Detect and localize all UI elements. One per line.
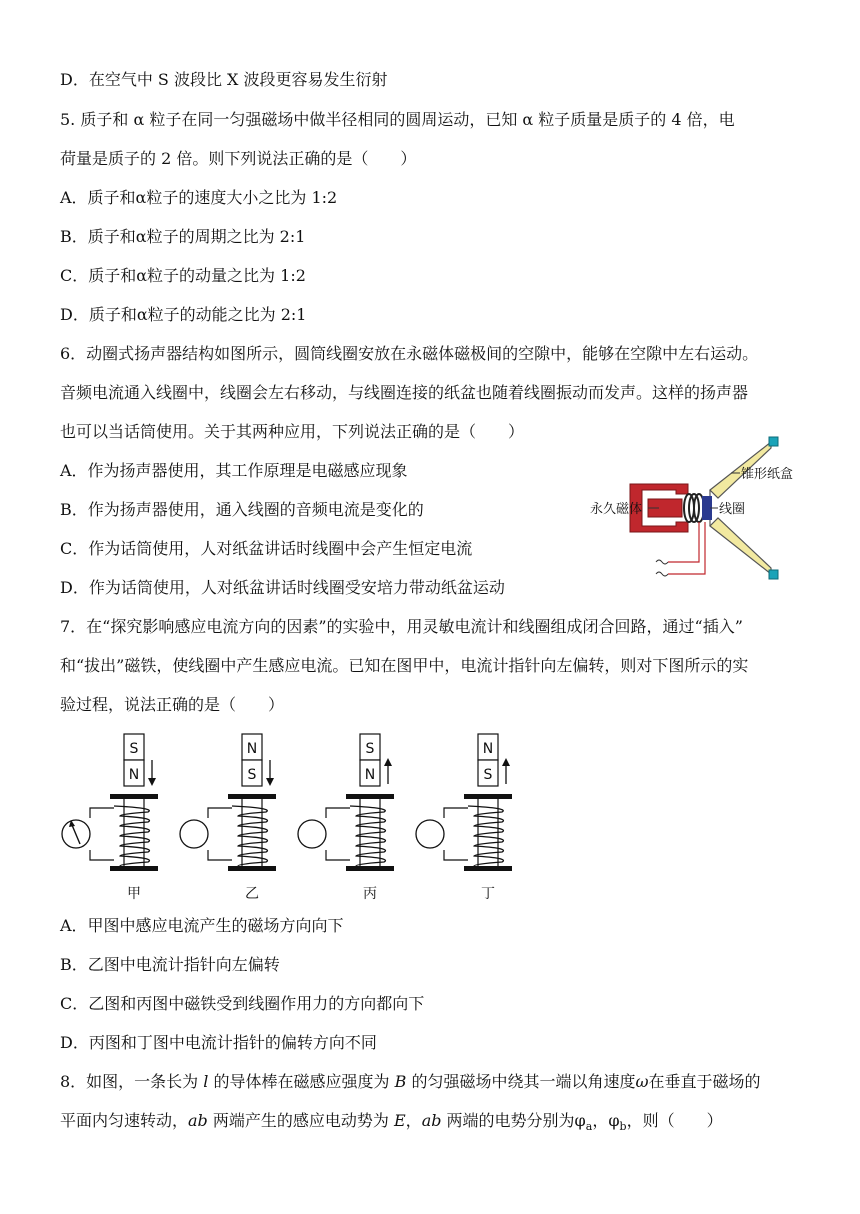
- panel-label: 乙: [245, 886, 259, 902]
- q8-var-l: l: [203, 1072, 209, 1091]
- coil-bottom-plate: [110, 866, 158, 871]
- q5-stem-line2: 荷量是质子的 2 倍。则下列说法正确的是（ ）: [60, 149, 417, 168]
- q8-text: ，φ: [592, 1111, 620, 1130]
- q8-stem-line1: [60, 1071, 761, 1093]
- coil-experiment-diagram: [60, 728, 540, 904]
- q5-option-b: B．质子和α粒子的周期之比为 2:1: [60, 227, 306, 246]
- coil-panel-2: [180, 734, 276, 902]
- coil-top-plate: [346, 794, 394, 799]
- label-magnet: 永久磁体: [590, 502, 643, 517]
- q8-text: 两端的电势分别为φ: [441, 1111, 586, 1130]
- q5-stem-line1: 5. 质子和 α 粒子在同一匀强磁场中做半径相同的圆周运动，已知 α 粒子质量是质子的 4 倍，电: [60, 110, 735, 129]
- magnet-pole-bottom: N: [128, 767, 140, 783]
- q8-var-ab: ab: [421, 1111, 442, 1130]
- arrow-down-icon: [266, 778, 274, 786]
- q6-stem-line2: 音频电流通入线圈中，线圈会左右移动，与线圈连接的纸盆也随着线圈振动而发声。这样的扬声器: [60, 383, 749, 402]
- q8-text: 的匀强磁场中绕其一端以角速度: [406, 1072, 636, 1091]
- q6-option-d: D．作为话筒使用，人对纸盆讲话时线圈受安培力带动纸盆运动: [60, 578, 505, 597]
- wire-bottom: [90, 850, 114, 860]
- q6-option-b: B．作为扬声器使用，通入线圈的音频电流是变化的: [60, 500, 424, 519]
- wire-bottom: [208, 850, 232, 860]
- panel-label: 甲: [127, 886, 141, 902]
- speaker-diagram: [588, 428, 818, 588]
- wire-top: [326, 808, 350, 818]
- cone-cap-top: [769, 437, 778, 446]
- galvanometer-icon: [180, 820, 208, 848]
- q8-sub-a: a: [585, 1120, 593, 1134]
- q8-text: ，则（ ）: [626, 1111, 723, 1130]
- label-cone: 锥形纸盒: [741, 467, 794, 482]
- wire-bottom: [326, 850, 350, 860]
- wire-end-2: [656, 572, 668, 576]
- magnet-pole-top: S: [365, 741, 375, 757]
- cone-cap-bottom: [769, 570, 778, 579]
- q8-var-b: B: [394, 1072, 407, 1091]
- q8-text: 8．如图，一条长为: [60, 1072, 204, 1091]
- q6-stem-line1: 6．动圈式扬声器结构如图所示，圆筒线圈安放在永磁体磁极间的空隙中，能够在空隙中左右运动。: [60, 344, 759, 363]
- wire-bottom: [444, 850, 468, 860]
- q8-stem-line2: [60, 1110, 723, 1138]
- q8-var-omega: ω: [635, 1072, 649, 1091]
- coil-top-plate: [228, 794, 276, 799]
- wire-end-1: [656, 560, 668, 564]
- q8-text: 在垂直于磁场的: [648, 1072, 761, 1091]
- coil-bottom-plate: [228, 866, 276, 871]
- panel-label: 丁: [481, 886, 495, 902]
- q4-option-d: D．在空气中 S 波段比 X 波段更容易发生衍射: [60, 70, 388, 89]
- q5-option-c: C．质子和α粒子的动量之比为 1:2: [60, 266, 306, 285]
- q6-option-a: A．作为扬声器使用，其工作原理是电磁感应现象: [60, 461, 408, 480]
- coil-windings: [684, 494, 712, 522]
- q6-stem-line3: 也可以当话筒使用。关于其两种应用，下列说法正确的是（ ）: [60, 422, 525, 441]
- panel-label: 丙: [363, 886, 377, 902]
- q5-option-a: A．质子和α粒子的速度大小之比为 1:2: [60, 188, 338, 207]
- q7-stem-line2: 和“拔出”磁铁，使线圈中产生感应电流。已知在图甲中，电流计指针向左偏转，则对下图所示的实: [60, 656, 749, 675]
- q8-text: 的导体棒在磁感应强度为: [208, 1072, 395, 1091]
- q7-option-c: C．乙图和丙图中磁铁受到线圈作用力的方向都向下: [60, 994, 425, 1013]
- wire-top: [90, 808, 114, 818]
- q5-option-d: D．质子和α粒子的动能之比为 2:1: [60, 305, 307, 324]
- wire-top: [444, 808, 468, 818]
- galvanometer-icon: [298, 820, 326, 848]
- coil-panel-1: [62, 734, 158, 902]
- coil-panel-4: [416, 734, 512, 902]
- magnet-pole-top: S: [129, 741, 139, 757]
- label-coil: 线圈: [719, 502, 746, 517]
- q8-text: 平面内匀速转动，: [60, 1111, 189, 1130]
- magnet-pole-top: N: [246, 741, 258, 757]
- wire-top: [208, 808, 232, 818]
- coil-top-plate: [464, 794, 512, 799]
- cone-lower: [710, 518, 771, 574]
- magnet-pole-bottom: N: [364, 767, 376, 783]
- q6-option-c: C．作为话筒使用，人对纸盆讲话时线圈中会产生恒定电流: [60, 539, 473, 558]
- coil-bottom-plate: [346, 866, 394, 871]
- coil-top-plate: [110, 794, 158, 799]
- arrow-up-icon: [384, 758, 392, 766]
- magnet-pole-bottom: S: [483, 767, 493, 783]
- q7-option-b: B．乙图中电流计指针向左偏转: [60, 955, 280, 974]
- q7-stem-line3: 验过程，说法正确的是（ ）: [60, 695, 285, 714]
- magnet-pole-bottom: S: [247, 767, 257, 783]
- magnet-pole-top: N: [482, 741, 494, 757]
- galvanometer-icon: [416, 820, 444, 848]
- q8-text: ，: [405, 1111, 422, 1130]
- arrow-up-icon: [502, 758, 510, 766]
- q8-sub-b: b: [619, 1120, 627, 1134]
- arrow-down-icon: [148, 778, 156, 786]
- q8-var-e: E: [393, 1111, 406, 1130]
- coil-bottom-plate: [464, 866, 512, 871]
- q7-option-a: A．甲图中感应电流产生的磁场方向向下: [60, 916, 344, 935]
- q7-option-d: D．丙图和丁图中电流计指针的偏转方向不同: [60, 1033, 377, 1052]
- q8-text: 两端产生的感应电动势为: [207, 1111, 394, 1130]
- q8-var-ab: ab: [188, 1111, 208, 1130]
- coil-panel-3: [298, 734, 394, 902]
- q7-stem-line1: 7．在“探究影响感应电流方向的因素”的实验中，用灵敏电流计和线圈组成闭合回路，通过“插入”: [60, 617, 743, 636]
